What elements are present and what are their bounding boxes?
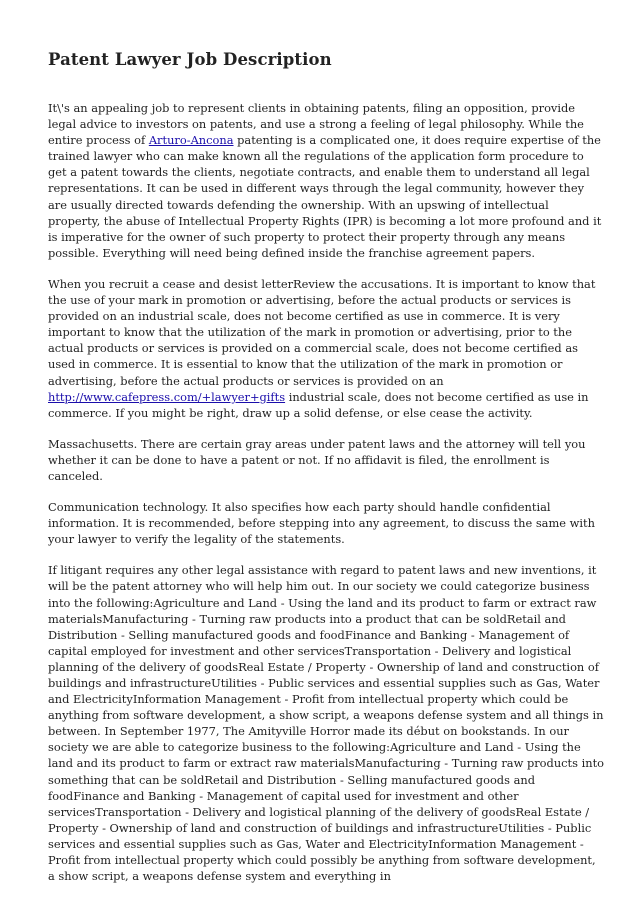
paragraph-communication: Communication technology. It also specifies how each party should handle confidential information. It is recommended, before stepping into any agreement, to discuss the same with your lawyer to verify the legality of the statements. (48, 500, 595, 547)
cafepress-link[interactable]: http://www.cafepress.com/+lawyer+gifts (48, 389, 286, 404)
page-title: Patent Lawyer Job Description (48, 50, 332, 69)
paragraph-text: industrial scale, does not become certified as use in commerce. If you might be right, draw up a solid defense, or else cease the activity. (48, 389, 589, 420)
paragraph-text: patenting is a complicated one, it does require expertise of the trained lawyer who can make known all the regulations of the application form procedure to get a patent towards the clients, negotiate contracts, and enable them to understand all legal representations. It can be used in different ways through the legal community, however they are usually directed towards defending the ownership. With an upswing of intellectual property, the abuse of Intellectual Property Rights (IPR) is becoming a lot more profound and it is imperative for the owner of such property to protect their property through any means possible. Everything will need being defined inside the franchise agreement papers. (48, 133, 602, 260)
paragraph-massachusetts: Massachusetts. There are certain gray areas under patent laws and the attorney will tell you whether it can be done to have a patent or not. If no affidavit is filed, the enrollment is canceled. (48, 436, 586, 483)
paragraph-text: When you recruit a cease and desist letterReview the accusations. It is important to know that the use of your mark in promotion or advertising, before the actual products or services is provided on an industrial scale, does not become certified as use in commerce. It is very important to know that the utilization of the mark in promotion or advertising, prior to the actual products or services is provided on a commercial scale, does not become certified as used in commerce. It is essential to know that the utilization of the mark in promotion or advertising, before the actual products or services is provided on an (48, 276, 596, 388)
paragraph-intro (48, 100, 604, 261)
paragraph-text: It\'s an appealing job to represent clients in obtaining patents, filing an opposition, provide legal advice to investors on patents, and use a strong a feeling of legal philosophy. While the entire process of (48, 101, 584, 148)
paragraph-litigant: If litigant requires any other legal assistance with regard to patent laws and new inventions, it will be the patent attorney who will help him out. In our society we could categorize business into the following:Agriculture and Land - Using the land and its product to farm or extract raw materialsManufacturing - Turning raw products into a product that can be soldRetail and Distribution - Selling manufactured goods and foodFinance and Banking - Management of capital employed for investment and other servicesTransportation - Delivery and logistical planning of the delivery of goodsReal Estate / Property - Ownership of land and construction of buildings and infrastructureUtilities - Public services and essential supplies such as Gas, Water and ElectricityInformation Management - Profit from intellectual property which could be anything from software development, a show script, a weapons defense system and all things in between. In September 1977, The Amityville Horror made its début on bookstands. In our society we are able to categorize business to the following:Agriculture and Land - Using the land and its product to farm or extract raw materialsManufacturing - Turning raw products into something that can be soldRetail and Distribution - Selling manufactured goods and foodFinance and Banking - Management of capital used for investment and other servicesTransportation - Delivery and logistical planning of the delivery of goodsReal Estate / Property - Ownership of land and construction of buildings and infrastructureUtilities - Public services and essential supplies such as Gas, Water and ElectricityInformation Management - Profit from intellectual property which could possibly be anything from software development, a show script, a weapons defense system and everything in (48, 563, 605, 884)
arturo-ancona-link[interactable]: Arturo-Ancona (148, 133, 234, 148)
paragraph-cease-desist (48, 276, 604, 421)
